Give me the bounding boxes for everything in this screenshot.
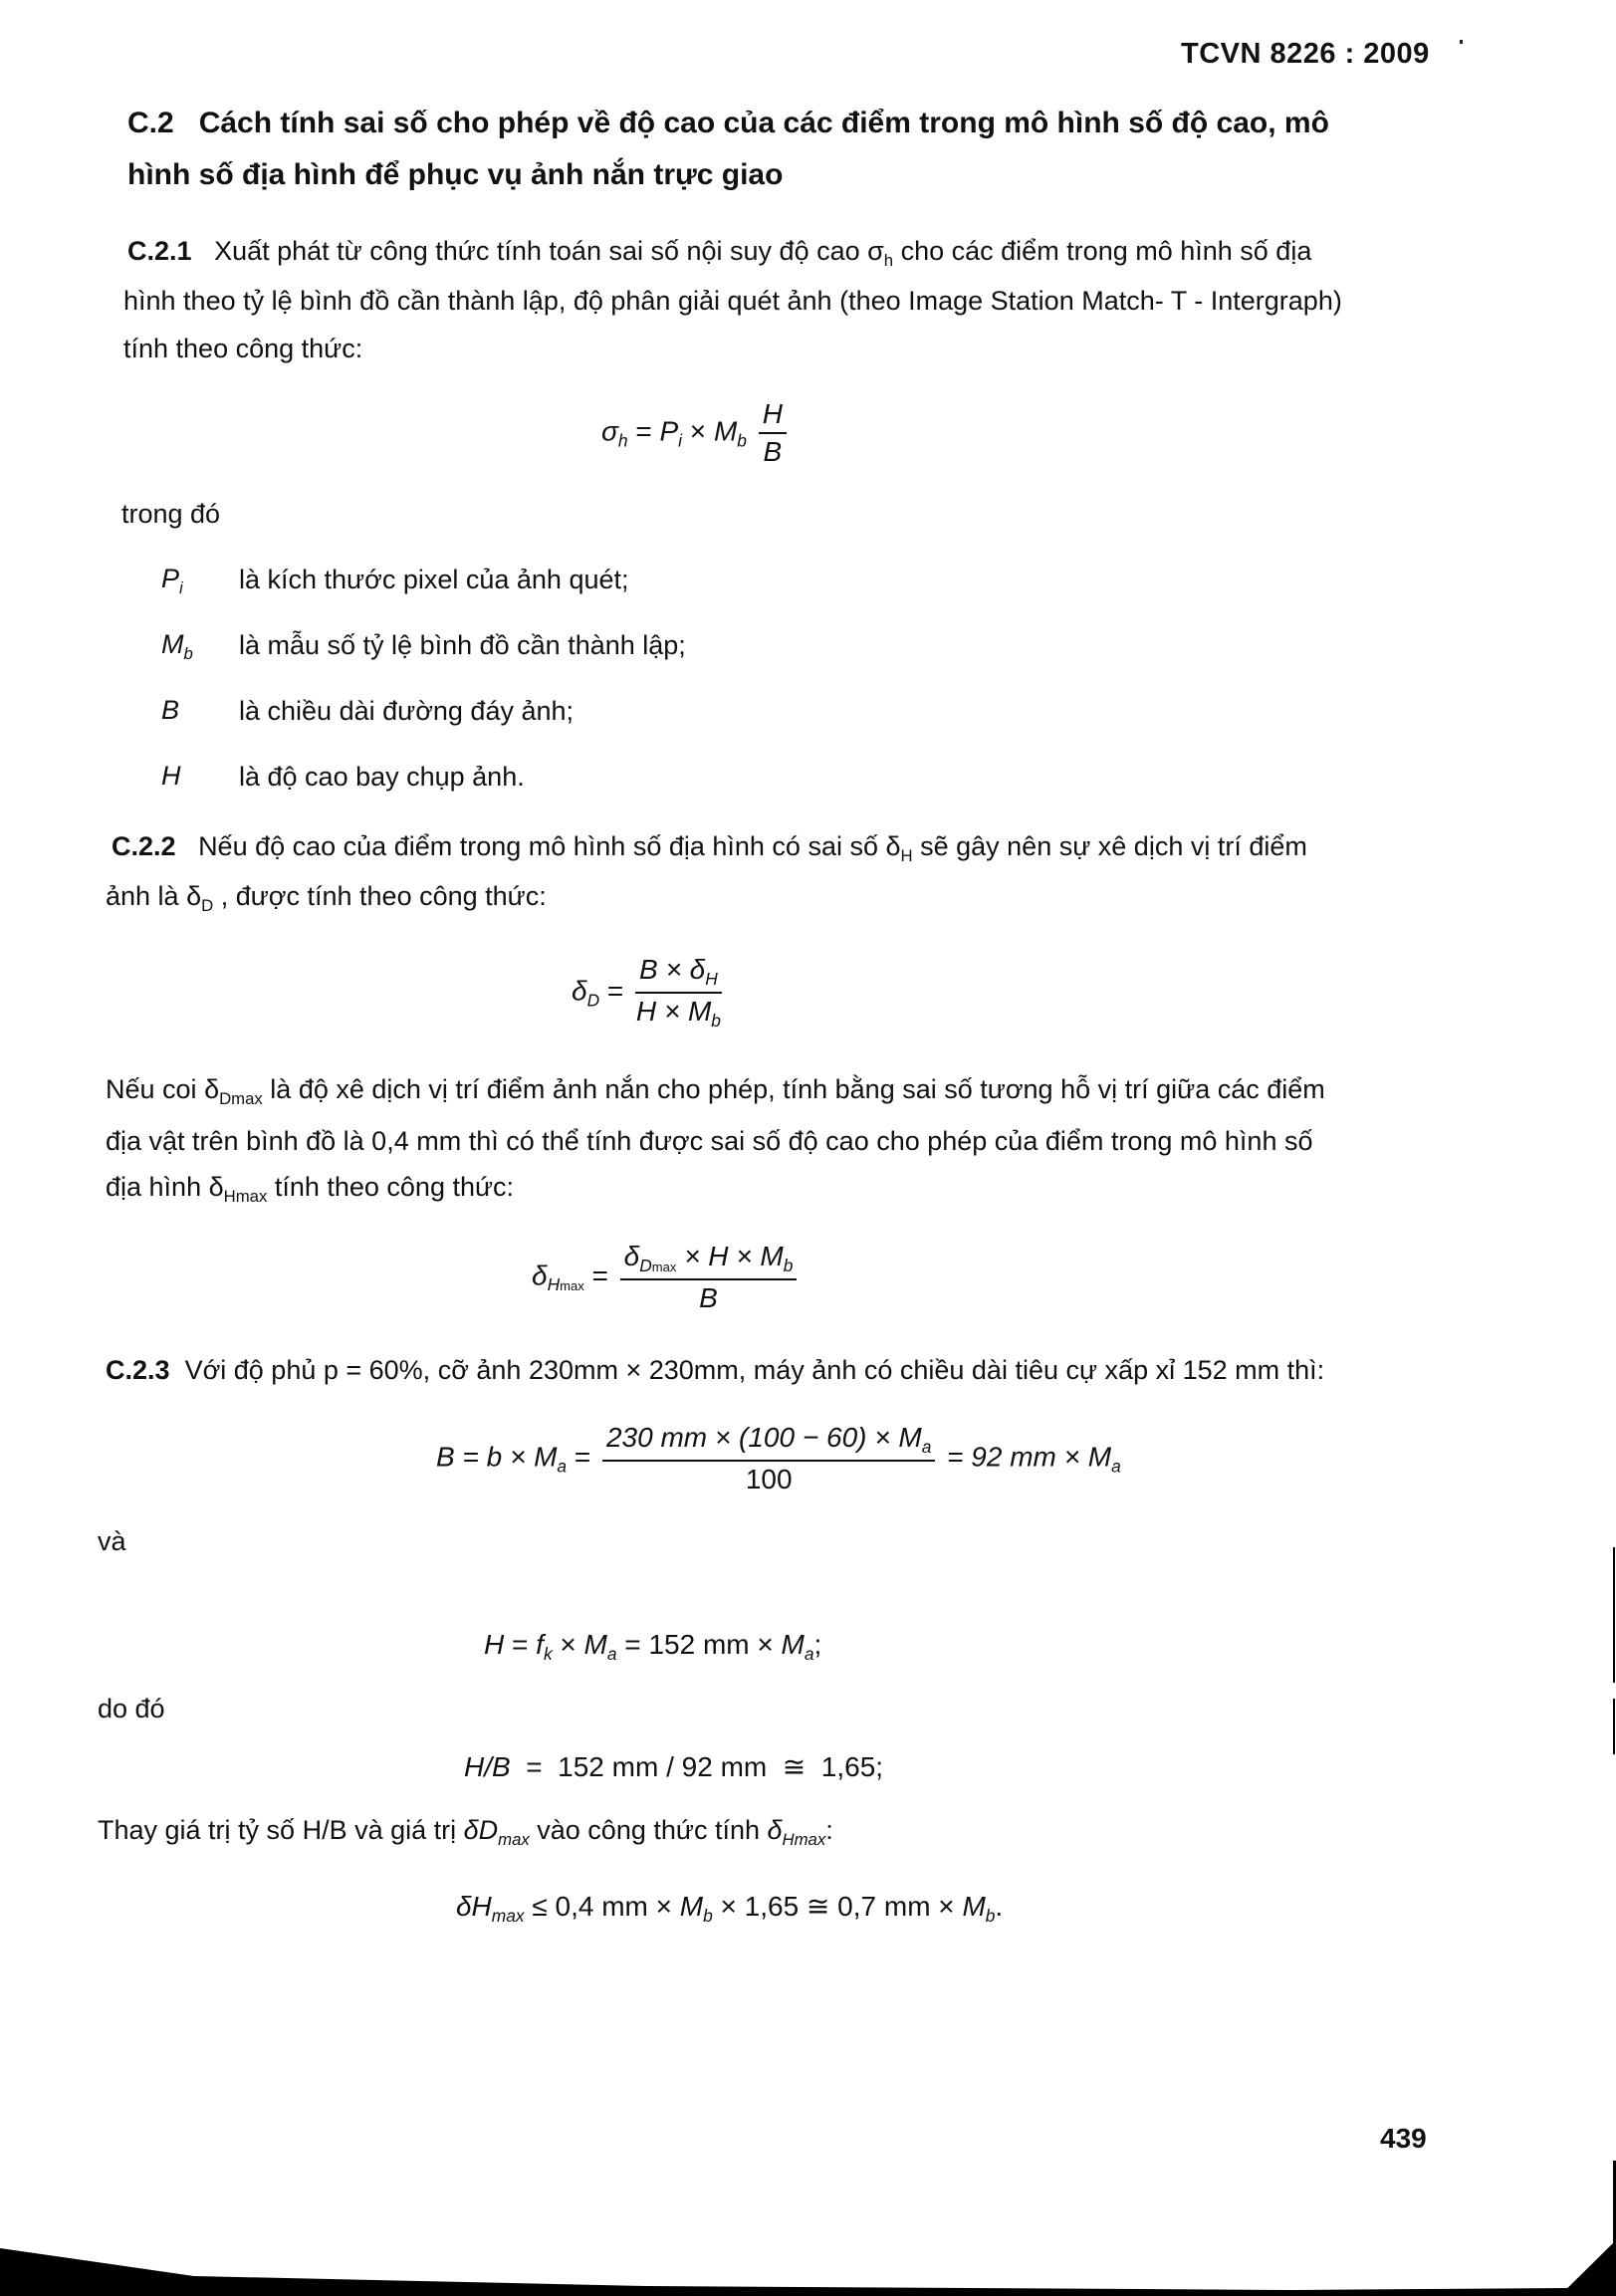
def-sym-text: P [161,564,180,593]
f5-c-sub: k [543,1644,553,1665]
c222-text-a: Nếu độ cao của điểm trong mô hình số địa hình có sai số [198,831,886,861]
f7-e: M [962,1891,986,1922]
and-label: và [98,1526,126,1556]
c223-text: Với độ phủ p = 60%, cỡ ảnh 230mm × 230mm, máy ảnh có chiều dài tiêu cự xấp xỉ 152 mm thì: [184,1355,1325,1385]
f2-num [635,954,722,994]
f7-c-sub: b [703,1906,713,1927]
c223-line1 [106,1354,1324,1386]
f5-g: M [781,1629,805,1660]
def-symbol [161,695,179,726]
f1-lhs-sub: h [617,430,628,451]
f3-num-sym: δ [623,1241,640,1271]
f4-lhs: B = b × M [436,1441,558,1473]
f3-num-sub [639,1256,676,1275]
f5-b: = [504,1629,537,1660]
f4-num [602,1422,935,1462]
p2-a: Nếu coi [106,1074,205,1104]
delta-symbol: δ [208,1172,224,1202]
f5-g-sub: a [804,1644,814,1665]
formula-height-h [484,1629,821,1665]
c221-line2: hình theo tỷ lệ bình đồ cần thành lập, độ phân giải quét ảnh (theo Image Station Match- T - Intergraph) [123,286,1342,316]
delta-symbol: δ [204,1074,220,1104]
f6-rest: = 152 mm / 92 mm ≅ 1,65; [510,1751,884,1782]
def-sym-text: M [161,629,184,659]
f4-rhs: = 92 mm × M [939,1441,1112,1473]
f4-den: 100 [745,1464,793,1495]
formula-sigma-h [601,398,791,468]
formula-baseline-b [436,1422,1121,1495]
def-symbol [161,629,193,664]
f7-d: × 1,65 ≅ 0,7 mm × [712,1891,963,1922]
f7-b: ≤ 0,4 mm × [524,1891,680,1922]
f3-fraction [620,1241,798,1314]
def-sym-text: B [161,695,180,725]
delta-sub: H [900,845,913,865]
standard-code-header: TCVN 8226 : 2009 [1181,38,1430,70]
sub-sym: δD [463,1815,499,1845]
section-number: C.2 [127,107,174,139]
page-number: 439 [1380,2123,1427,2154]
f3-lhs-sub [548,1274,584,1294]
f5-c: f [536,1629,544,1660]
c221-line3: tính theo công thức: [123,334,363,363]
f5-e-sub: a [606,1644,617,1665]
f3-num-rest: × H × M [676,1241,784,1271]
c222-l2-b: , được tính theo công thức: [213,881,547,911]
scan-edge-mark [1613,1547,1615,1607]
sub-c: : [825,1815,833,1845]
f3-num-subsub: max [651,1260,677,1275]
c222-l2-a: ảnh là [106,881,187,911]
sigma-symbol: σ [867,236,884,266]
formula-delta-d [572,954,726,1032]
f1-times: × [682,415,714,447]
formula-hb-ratio [464,1750,883,1783]
formula-final [456,1890,1003,1927]
c221-line1 [127,235,1311,271]
subsection-number: C.2.3 [106,1355,170,1385]
f4-num-text: 230 mm × (100 − 60) × M [605,1422,922,1453]
f2-lhs: δ [572,975,587,1007]
f2-lhs-sub: D [586,990,600,1011]
delta-symbol: δ [885,831,901,861]
sub-sub2: Hmax [782,1829,826,1849]
def-text: là chiều dài đường đáy ảnh; [239,696,575,726]
p2-l3-b: tính theo công thức: [267,1172,515,1202]
f2-eq: = [599,975,632,1007]
section-title-text-1: Cách tính sai số cho phép về độ cao của các điểm trong mô hình số độ cao, mô [198,107,1329,139]
sigma-sub: h [883,250,894,270]
f1-m: M [713,415,738,447]
p2-l3-a: địa hình [106,1172,209,1202]
p2-b: là độ xê dịch vị trí điểm ảnh nắn cho phép, tính bằng sai số tương hỗ vị trí giữa các điểm [262,1074,1325,1104]
f3-lhs: δ [532,1260,548,1291]
sub-a: Thay giá trị tỷ số H/B và giá trị [98,1815,464,1845]
f2-num-sub: H [705,969,718,990]
f2-den-sub: b [711,1011,721,1032]
f7-c: M [679,1891,704,1922]
f4-rhs-sub: a [1111,1456,1121,1477]
c222-para2-line2: địa vật trên bình đồ là 0,4 mm thì có thể tính được sai số độ cao cho phép của điểm trong mô hình số [106,1126,1313,1156]
f5-f: = 152 mm × [616,1629,782,1660]
f3-num-rest-sub: b [783,1256,794,1276]
f7-a-sub: max [491,1906,525,1927]
subsection-number: C.2.1 [127,236,192,266]
f4-num-sub: a [921,1437,932,1458]
f3-lhs-sub-text: H [547,1274,561,1295]
f4-eq: = [567,1441,598,1473]
sub-sym2: δ [767,1815,783,1845]
f1-p: P [659,415,679,447]
f5-d: × [552,1629,584,1660]
f7-a: δH [456,1891,492,1922]
f1-m-sub: b [737,430,747,451]
c222-line1 [112,830,1307,866]
f3-eq: = [583,1260,616,1291]
f4-lhs-sub: a [557,1456,568,1477]
delta-symbol: δ [186,881,202,911]
f3-num-sub-text: D [639,1256,652,1276]
substitute-line [98,1814,833,1850]
f3-num [620,1241,798,1280]
def-sym-text: H [161,761,181,791]
section-title-line2: hình số địa hình để phục vụ ảnh nắn trực giao [127,158,784,191]
f1-p-sub: i [678,430,683,451]
f1-lhs: σ [601,415,618,447]
c222-line2 [106,880,547,916]
f1-fraction [759,398,787,468]
f3-lhs-subsub: max [560,1278,584,1294]
c222-para2-line1 [106,1073,1325,1109]
where-label: trong đó [121,499,221,529]
c222-para2-line3 [106,1171,514,1207]
f2-den-text: H × M [635,996,712,1028]
delta-sub: Hmax [223,1186,268,1206]
subsection-number: C.2.2 [112,831,176,861]
f1-num: H [759,398,787,434]
f4-fraction [602,1422,935,1495]
section-title-line1 [127,106,1329,141]
f2-num-text: B × δ [639,954,706,985]
delta-sub: D [201,895,214,915]
f7-e-sub: b [985,1906,996,1927]
f1-den: B [763,436,783,467]
def-symbol [161,564,183,598]
c221-text-a: Xuất phát từ công thức tính toán sai số nội suy độ cao [214,236,868,266]
f2-den [636,994,721,1032]
f3-den: B [699,1282,718,1314]
f5-e: M [583,1629,607,1660]
scan-edge-mark [1613,1699,1615,1754]
def-text: là mẫu số tỷ lệ bình đồ cần thành lập; [239,630,686,660]
f5-a: H [484,1629,505,1660]
c222-text-b: sẽ gây nên sự xê dịch vị trí điểm [912,831,1307,861]
def-text: là độ cao bay chụp ảnh. [239,762,525,792]
sub-b: vào công thức tính [529,1815,768,1845]
c221-text-b: cho các điểm trong mô hình số địa [893,236,1312,266]
f6-lhs: H/B [464,1751,511,1782]
scan-edge-mark [1613,1603,1615,1683]
def-symbol [161,761,181,792]
def-text: là kích thước pixel của ảnh quét; [239,565,629,594]
def-sym-sub: b [183,643,193,663]
def-sym-sub: i [179,577,183,597]
scan-shadow-bottom [0,2240,1616,2296]
f2-fraction [635,954,722,1032]
sub-sub: max [498,1829,530,1849]
f5-h: ; [813,1629,822,1660]
formula-delta-hmax [532,1241,801,1314]
delta-sub: Dmax [219,1088,263,1108]
f7-f: . [995,1891,1004,1922]
f1-eq: = [627,415,660,447]
therefore-label: do đó [98,1694,165,1723]
scan-speck [1460,40,1463,44]
